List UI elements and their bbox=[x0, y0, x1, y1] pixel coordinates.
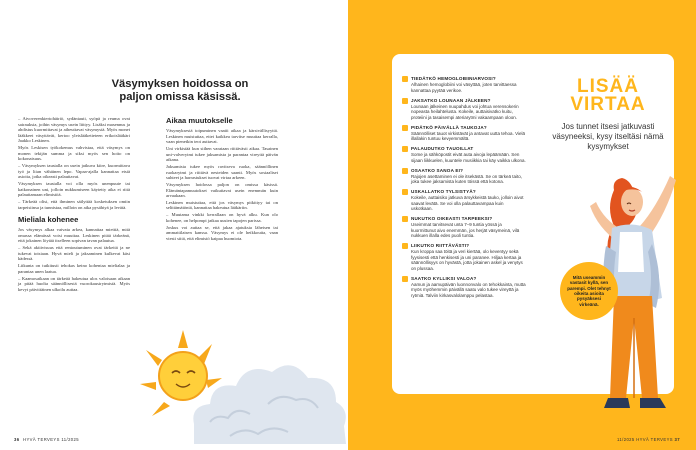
sun-cloud-illustration bbox=[140, 326, 350, 444]
folio-right bbox=[617, 437, 682, 442]
tip-body: Useimmat tarvitsevat unta 7–9 tuntia yössä ja kuormittunut aivo enemmän, jos herjät väsymeinä, vilä nukkuen illalla edes puoli tuntia. bbox=[411, 222, 520, 238]
tip-body: Alhainen hemoglobiini voi väsyttää, joten tarvittaessa kannattaa pyytää verikoe. bbox=[411, 82, 517, 93]
tip-body: Lounaan jälkeinen nuupahdus voi johtua verensokerin nopeasta heilahtelusta. Kokeile, auttaisivatko kuitu, proteiini ja tasaisempi ateriarytmi vakaampaan oloon. bbox=[411, 103, 519, 120]
tip-item bbox=[402, 216, 526, 239]
right-page bbox=[348, 0, 696, 450]
tips-list bbox=[402, 76, 526, 303]
feature-title-line-1: LISÄÄ bbox=[577, 76, 639, 97]
tip-item bbox=[402, 243, 526, 271]
result-badge: Mitä useammin vastasit kyllä, sen parempi. Olet tehnyt oikeita asioita pysyäksesi virkeänä. bbox=[560, 262, 618, 320]
article-column-2 bbox=[166, 116, 278, 243]
magazine-label: 11/2025 HYVÄ TERVEYS bbox=[617, 437, 673, 442]
tip-title: JAKSATKO LOUNAAN JÄLKEEN? bbox=[411, 97, 491, 103]
tip-title: LIIKUTKO RIITTÄVÄSTI? bbox=[411, 243, 470, 249]
feature-subtitle: Jos tunnet itsesi jatkuvasti väsyneeksi, kysy itseltäsi nämä kysymykset bbox=[552, 122, 664, 151]
tip-body: Säännölliset tauot virkistävät ja antavat uutta tehoa. Vielä illallakin tuntuu kevyemmältä. bbox=[411, 130, 525, 141]
tip-item bbox=[402, 189, 526, 212]
tip-title: SAATKO KYLLIKSI VALOA? bbox=[411, 275, 477, 281]
body-paragraph: Väsymyksen hoidossa paljon on omissa käsissä. Elämäntapamuutokset vaikuttavat usein enemmän kuin arvaakaan. bbox=[166, 181, 278, 199]
body-paragraph: – Väsymyksen taustalla on usein jatkuva kiire, kuormittava työ ja liian vähäinen lepo. Vapaa-ajalla kannattaa etsiä asioita, jotka oikeasti palauttavat. bbox=[18, 163, 130, 180]
tip-body: Some ja sähköpostit eivät auta aivoja lepäämään. Sen sijaan liikkuelen, kuuntele musiikkia tai käy vaikka ulkona. bbox=[411, 152, 526, 163]
checkbox-icon bbox=[402, 98, 408, 104]
checkbox-icon bbox=[402, 216, 408, 222]
body-paragraph: Jaksamista tukee myös ravitseva ruoka, säännöllinen ruokarytmi ja riittävä nesteiden saanti. Myös sosiaaliset suhteet ja harrastukset tuovat virtaa arkeen. bbox=[166, 163, 278, 181]
tip-item bbox=[402, 98, 526, 121]
checkbox-icon bbox=[402, 146, 408, 152]
tip-title: PALAUDUTKO TAUOILLAT bbox=[411, 146, 474, 152]
body-paragraph: Myös Leskisen työkokemus vahvistaa, että väsymys on monen tekijän summa ja siksi myös sen hoito on kokonaisuus. bbox=[18, 145, 130, 162]
checkbox-icon bbox=[402, 276, 408, 282]
body-paragraph: Joskus voi auttaa se, että jakaa ajatuksia läheisen tai ammattilaisen kanssa. Väsymys ei ole heikkoutta, vaan viesti siitä, että elimistö kaipaa huomiota. bbox=[166, 224, 278, 241]
body-paragraph: Uni virkistää kun siihen varataan riittävästi aikaa. Tasainen uni-valverytmi tukee jaksamista ja parantaa vireyttä päivän aikana. bbox=[166, 145, 278, 163]
page-number: 36 bbox=[14, 437, 20, 442]
body-paragraph: Jos väsymys alkaa vaivata arkea, kannattaa miettiä, mitä omassa elämässä voisi muuttaa. Leskinen pitää tärkeänä, että jokainen löytää itselleen sopivan tavan palautua. bbox=[18, 227, 130, 244]
magazine-label: HYVÄ TERVEYS 11/2025 bbox=[23, 437, 79, 442]
body-paragraph: – Tärkeää olisi, että ihminen säilyttää kosketuksen omiin tarpeisiinsa ja tunnistaa, milloin on aika pysähtyä ja levätä. bbox=[18, 199, 130, 210]
article-column-1 bbox=[18, 116, 130, 294]
cloud-icon bbox=[193, 365, 346, 444]
tip-item bbox=[402, 276, 526, 299]
body-paragraph: Leskinen muistuttaa, että jos väsymys pitkittyy tai on selittämätöntä, kannattaa hakeutua lääkäriin. bbox=[166, 199, 278, 211]
tip-title: OSAATKO SANOA EI? bbox=[411, 167, 464, 173]
tip-title: TIEDÄTKÖ HEMOGLOBIINIARVOSI? bbox=[411, 76, 496, 82]
tip-body: Kun kroppa saa töitä ja veri kiertää, olo keventyy sekä fyysisesti että henkisesti ja uni paranee. Hiljaa kertaa ja säännöllisyys on hyvästä, jotta jokainen askel ja venytys on plussaa. bbox=[411, 249, 523, 271]
tip-title: USKALLATKO TYLSISTYÄ? bbox=[411, 189, 476, 195]
body-paragraph: Liikunta on tutkitusti tehokas keino kohentaa mielialaa ja parantaa unen laatua. bbox=[18, 263, 130, 274]
subheading-mieliala: Mieliala kohenee bbox=[18, 215, 79, 225]
body-paragraph: Väsymyksestä toipuminen vaatii aikaa ja kärsivällisyyttä. Leskinen muistuttaa, ettei kaikkea tarvitse muuttaa kerralla, vaan pienetkin teot auttavat. bbox=[166, 128, 278, 145]
body-paragraph: Väsymyksen taustalla voi olla myös unenpuute tai katkonainen uni, jolloin nukkumiseen käytetty aika ei riitä palauttamaan elimistöä. bbox=[18, 181, 130, 198]
checkbox-icon bbox=[402, 125, 408, 131]
feature-title-line-2: VIRTAA bbox=[570, 94, 646, 115]
sun-icon bbox=[140, 330, 222, 416]
tip-title: NUKUTKO OIKEASTI TARPEEKSI? bbox=[411, 216, 493, 222]
subheading-aikaa: Aikaa muutokselle bbox=[166, 116, 233, 125]
tip-body: Kokeile, auttaisiko jatkuva ärsykkeistä tauko, jolloin aivot saavat levätä. Se voi olla palauttavampaa kuin uskotkaan. bbox=[411, 195, 524, 211]
body-paragraph: – Muutama vinkki kerrallaan on hyvä alku. Kun olo kohenee, on helpompi jatkaa uusien tapojen parissa. bbox=[166, 212, 278, 223]
checkbox-icon bbox=[402, 243, 408, 249]
tip-item bbox=[402, 125, 526, 142]
tip-item bbox=[402, 168, 526, 185]
body-paragraph: – Sekä aktiivisuus että rentoutuminen ovat tärkeitä ja ne tukevat toisiaan. Hyvä mieli ja jaksaminen kulkevat käsi kädessä. bbox=[18, 245, 130, 262]
body-paragraph: – Kaamosaikaan on tärkeää hakeutua ulos valoisaan aikaan ja pitää huolta säännöllisestä vuorokausirytmistä. Myös kevyt päivittäinen ulkoilu auttaa. bbox=[18, 275, 130, 292]
checkbox-icon bbox=[402, 76, 408, 82]
checkbox-icon bbox=[402, 189, 408, 195]
article-headline: Väsymyksen hoidossa on paljon omissa käsissä. bbox=[111, 78, 249, 103]
folio-left bbox=[14, 437, 79, 442]
tip-item bbox=[402, 76, 526, 93]
body-paragraph: – Aivoverenkiertohäiriö, sydäntauti, syöpä ja reuma ovat sairauksia, joihin väsymys usein liittyy. Lisäksi masennus ja ahdistus kuormittavat ja aiheuttavat väsymystä. Myös monet lääkkeet väsyttävät, kertoo yleislääketieteen erikoislääkäri Jaakko Leskinen. bbox=[18, 116, 130, 144]
page-number: 37 bbox=[674, 437, 680, 442]
tip-title: PIDÄTKÖ PÄIVÄLLÄ TAUKOJA? bbox=[411, 124, 487, 130]
feature-title bbox=[546, 78, 670, 114]
checkbox-icon bbox=[402, 168, 408, 174]
tip-item bbox=[402, 146, 526, 163]
tip-body: Aamun ja aamupäivän luonnonvalo on tehokkainta, mutta myös myöhemmin päivällä saatu valo tukee vireyttä ja rytmiä. Talviin kirkasvalolamppu pelastaa. bbox=[411, 281, 526, 298]
tip-body: Rajojen asettaminen ei ole itsekästä. Se on tärkeä taito, joka tukee jaksamista kuten töissä että kotona. bbox=[411, 173, 523, 184]
